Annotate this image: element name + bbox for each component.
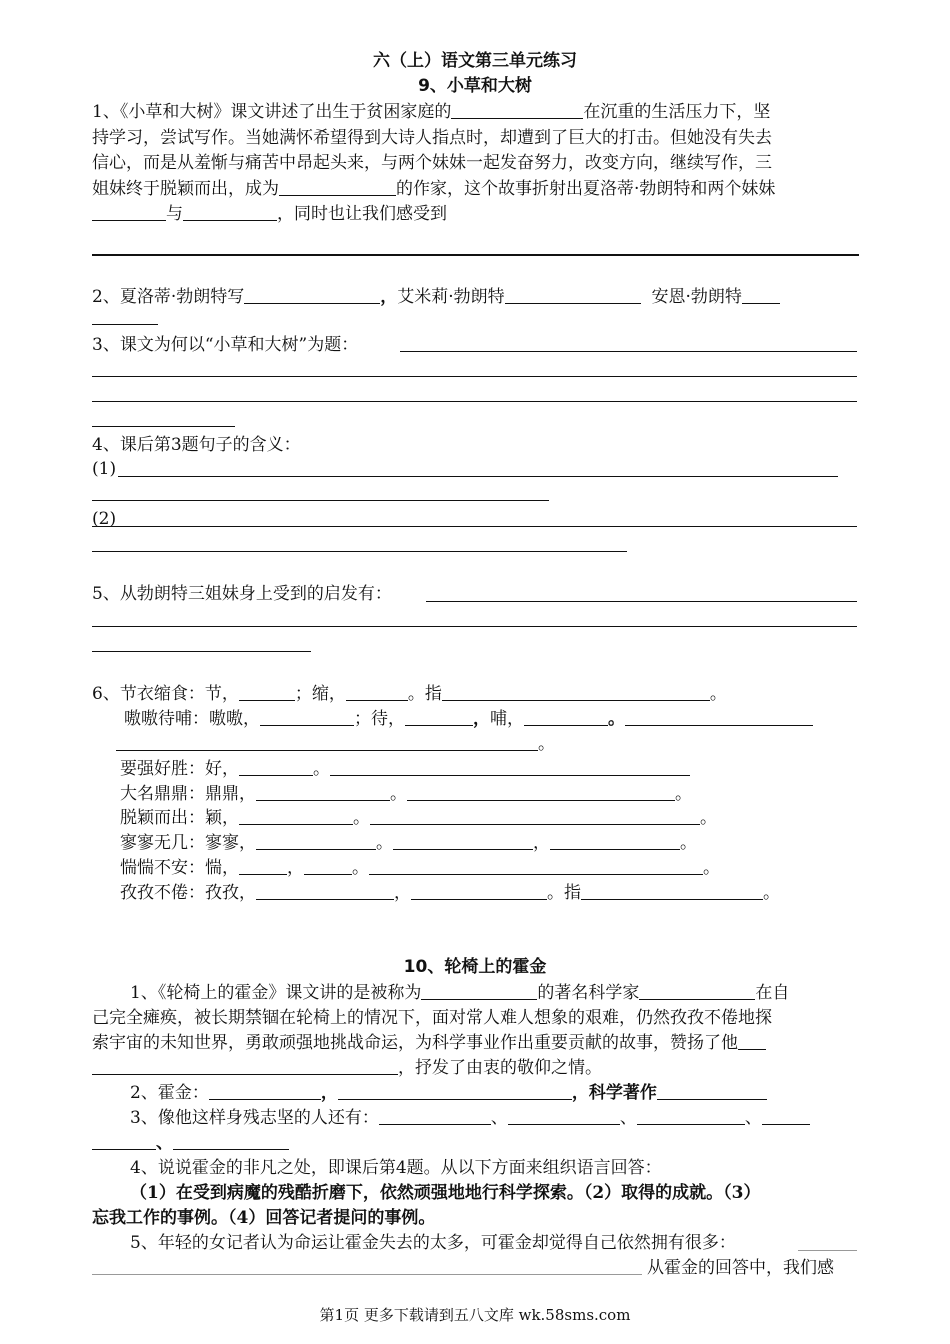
answer-line[interactable]: [92, 526, 857, 527]
q6-term-c: 要强好胜：好，: [120, 759, 239, 779]
s9-q1-line4: [92, 177, 775, 201]
q6-text: 。: [703, 858, 720, 878]
s9-q5-label: 5、从勃朗特三姐妹身上受到的启发有：: [92, 584, 392, 604]
blank[interactable]: [346, 682, 408, 701]
blank[interactable]: [92, 202, 166, 221]
blank[interactable]: [742, 285, 780, 304]
q6-text: 。: [538, 734, 555, 754]
s9-q1-line3: 信心，而是从羞惭与痛苦中昂起头来，与两个妹妹一起发奋努力，改变方向，继续写作，三: [92, 153, 772, 173]
blank[interactable]: [239, 806, 353, 825]
s10-q1-text-c: 在自: [755, 983, 790, 1003]
answer-line[interactable]: [92, 401, 857, 402]
blank[interactable]: [239, 757, 313, 776]
q6-text: 。: [352, 858, 369, 878]
s9-q6-row-f: [120, 831, 697, 855]
q6-text: ；待，: [354, 709, 405, 729]
page-footer: 第1页 更多下载请到五八文库 wk.58sms.com: [319, 1306, 631, 1324]
s9-q2-text-c: 安恩·勃朗特: [651, 287, 742, 307]
s9-q1-text-a: 1、《小草和大树》课文讲述了出生于贫困家庭的: [92, 102, 452, 122]
answer-line[interactable]: [92, 254, 859, 256]
blank[interactable]: [625, 707, 813, 726]
answer-line[interactable]: [92, 626, 857, 627]
s10-q4-bold2: 忘我工作的事例。（4）回答记者提问的事例。: [92, 1208, 436, 1228]
s9-q1-text-e: 与: [166, 204, 183, 224]
s9-q1-line1: [92, 100, 770, 124]
q6-text: ，: [394, 883, 411, 903]
q6-text: 。: [313, 759, 330, 779]
q6-text: 。: [390, 784, 407, 804]
s9-q2-line: [92, 285, 780, 309]
q6-text: 。: [700, 808, 717, 828]
s10-q5-tail: 从霍金的回答中，我们感: [647, 1258, 834, 1278]
blank[interactable]: [405, 707, 473, 726]
blank[interactable]: [260, 707, 354, 726]
blank[interactable]: [256, 782, 390, 801]
answer-line[interactable]: [400, 351, 857, 352]
section-9-title: 9、小草和大树: [418, 76, 532, 96]
blank[interactable]: [421, 981, 537, 1000]
blank[interactable]: [330, 757, 690, 776]
blank[interactable]: [524, 707, 608, 726]
answer-line[interactable]: [92, 1274, 642, 1275]
blank[interactable]: [581, 881, 763, 900]
q6-term-d: 大名鼎鼎：鼎鼎，: [120, 784, 256, 804]
q6-term-e: 脱颖而出：颖，: [120, 808, 239, 828]
s9-q1-line2: 持学习，尝试写作。当她满怀希望得到大诗人指点时，却遭到了巨大的打击。但她没有失去: [92, 128, 772, 148]
s10-q1-text-b: 的著名科学家: [537, 983, 640, 1003]
q6-text: 。: [608, 709, 625, 729]
s10-q1-line1: [130, 981, 789, 1005]
s9-q6-row-e: [120, 806, 717, 830]
s9-q2-sep: ，: [380, 287, 398, 307]
s10-q2-text-c: ，科学著作: [571, 1083, 657, 1103]
s9-q4-item2: (2): [92, 509, 117, 529]
answer-line[interactable]: [92, 651, 311, 652]
s10-q1-line3: [92, 1031, 766, 1055]
s9-q1-text-f: ，同时也让我们感受到: [277, 204, 447, 224]
blank[interactable]: [637, 1106, 745, 1125]
s9-q1-text-d: 的作家，这个故事折射出夏洛蒂·勃朗特和两个妹妹: [396, 179, 776, 199]
blank[interactable]: [550, 831, 680, 850]
blank[interactable]: [407, 782, 675, 801]
s9-q4-label: 4、课后第3题句子的含义：: [92, 435, 301, 455]
q6-text: 。: [353, 808, 370, 828]
blank[interactable]: [256, 881, 394, 900]
q6-text: 。指: [407, 684, 442, 704]
s10-q3-sep: 、: [619, 1108, 637, 1128]
s9-q6-row-c: [120, 757, 690, 781]
blank[interactable]: [256, 831, 376, 850]
blank[interactable]: [304, 856, 352, 875]
s10-q1-text-e: ，抒发了由衷的敬仰之情。: [398, 1058, 602, 1078]
s10-q5-line: [130, 1231, 736, 1255]
q6-term-a: 6、节衣缩食：节，: [92, 684, 239, 704]
answer-line[interactable]: [92, 551, 627, 552]
s10-q1-text-d: 索宇宙的未知世界，勇敢顽强地挑战命运，为科学事业作出重要贡献的故事，赞扬了他: [92, 1033, 738, 1053]
blank[interactable]: [442, 682, 710, 701]
s9-q2-text-a: 2、夏洛蒂·勃朗特写: [92, 287, 245, 307]
blank[interactable]: [244, 285, 380, 304]
s10-q1-text-a: 1、《轮椅上的霍金》课文讲的是被称为: [130, 983, 422, 1003]
q6-text: ；缩，: [294, 684, 346, 704]
blank[interactable]: [338, 1081, 572, 1100]
page-title: 六（上）语文第三单元练习: [373, 51, 577, 71]
blank[interactable]: [508, 1106, 620, 1125]
blank[interactable]: [393, 831, 533, 850]
blank[interactable]: [173, 1131, 289, 1150]
q6-term-f: 寥寥无几：寥寥，: [120, 833, 256, 853]
s9-q6-row-b2: [116, 732, 555, 756]
q6-term-g: 惴惴不安：惴，: [120, 858, 239, 878]
blank[interactable]: [279, 177, 396, 196]
s10-q1-line2: 己完全瘫痪，被长期禁锢在轮椅上的情况下，面对常人难人想象的艰难，仍然孜孜不倦地探: [92, 1008, 772, 1028]
s10-q2-line: [130, 1081, 767, 1105]
s10-q3-text: 3、像他这样身残志坚的人还有：: [130, 1108, 379, 1128]
s10-q4-bold1: （1）在受到病魔的残酷折磨下，依然顽强地地行科学探索。（2）取得的成就。（3）: [130, 1183, 761, 1203]
answer-line[interactable]: [92, 376, 857, 377]
answer-line[interactable]: [118, 476, 838, 477]
s10-q2-text-b: ，: [320, 1083, 338, 1103]
s9-q6-row-b: [124, 707, 813, 731]
blank[interactable]: [657, 1081, 767, 1100]
blank[interactable]: [451, 100, 583, 119]
s9-q1-text-c: 姐妹终于脱颖而出，成为: [92, 179, 279, 199]
s9-q4-item1: (1): [92, 459, 117, 479]
s10-q3-sep: 、: [490, 1108, 508, 1128]
s9-q6-row-h: [120, 881, 780, 905]
q6-text: 。: [675, 784, 692, 804]
s9-q6-row-g: [120, 856, 720, 880]
q6-text: 。: [763, 883, 780, 903]
s9-q3-label: 3、课文为何以“小草和大树”为题：: [92, 335, 359, 355]
q6-text: 哺，: [490, 709, 524, 729]
blank[interactable]: [639, 981, 755, 1000]
s10-q5-text: 5、年轻的女记者认为命运让霍金失去的太多，可霍金却觉得自己依然拥有很多：: [130, 1233, 736, 1253]
s10-q3-sep: 、: [156, 1133, 173, 1153]
s10-q4-label: 4、说说霍金的非凡之处，即课后第4题。从以下方面来组织语言回答：: [130, 1158, 662, 1178]
s9-q6-row-d: [120, 782, 692, 806]
s9-q6-row-a: [92, 682, 727, 706]
q6-term-b: 嗷嗷待哺：嗷嗷，: [124, 709, 260, 729]
blank[interactable]: [370, 806, 700, 825]
answer-line[interactable]: [92, 500, 549, 501]
blank[interactable]: [183, 202, 277, 221]
blank[interactable]: [411, 881, 547, 900]
answer-line[interactable]: [92, 426, 235, 427]
s10-q3-line2: [92, 1131, 289, 1155]
s10-q3-line: [130, 1106, 810, 1130]
q6-text: 。: [709, 684, 727, 704]
blank[interactable]: [239, 856, 287, 875]
blank[interactable]: [92, 1056, 398, 1075]
blank[interactable]: [738, 1031, 766, 1050]
s9-q1-line5: [92, 202, 447, 226]
q6-text: ，: [533, 833, 550, 853]
answer-line[interactable]: [798, 1250, 857, 1251]
q6-text: 。: [680, 833, 697, 853]
blank[interactable]: [505, 285, 641, 304]
blank[interactable]: [379, 1106, 491, 1125]
q6-term-h: 孜孜不倦：孜孜，: [120, 883, 256, 903]
s9-q1-text-b: 在沉重的生活压力下，坚: [583, 102, 771, 122]
s10-q3-sep: 、: [744, 1108, 762, 1128]
q6-text: ，: [473, 709, 490, 729]
answer-line[interactable]: [426, 601, 857, 602]
blank[interactable]: [239, 682, 295, 701]
answer-line[interactable]: [92, 324, 158, 325]
blank[interactable]: [92, 1131, 156, 1150]
s9-q2-text-b: 艾米莉·勃朗特: [397, 287, 505, 307]
q6-text: 。: [376, 833, 393, 853]
blank[interactable]: [369, 856, 703, 875]
blank[interactable]: [762, 1106, 810, 1125]
q6-text: ，: [287, 858, 304, 878]
s10-q2-text-a: 2、霍金：: [130, 1083, 209, 1103]
s10-q1-line4: [92, 1056, 602, 1080]
blank[interactable]: [209, 1081, 321, 1100]
q6-text: 。指: [547, 883, 581, 903]
blank[interactable]: [116, 732, 538, 751]
section-10-title: 10、轮椅上的霍金: [403, 957, 547, 977]
